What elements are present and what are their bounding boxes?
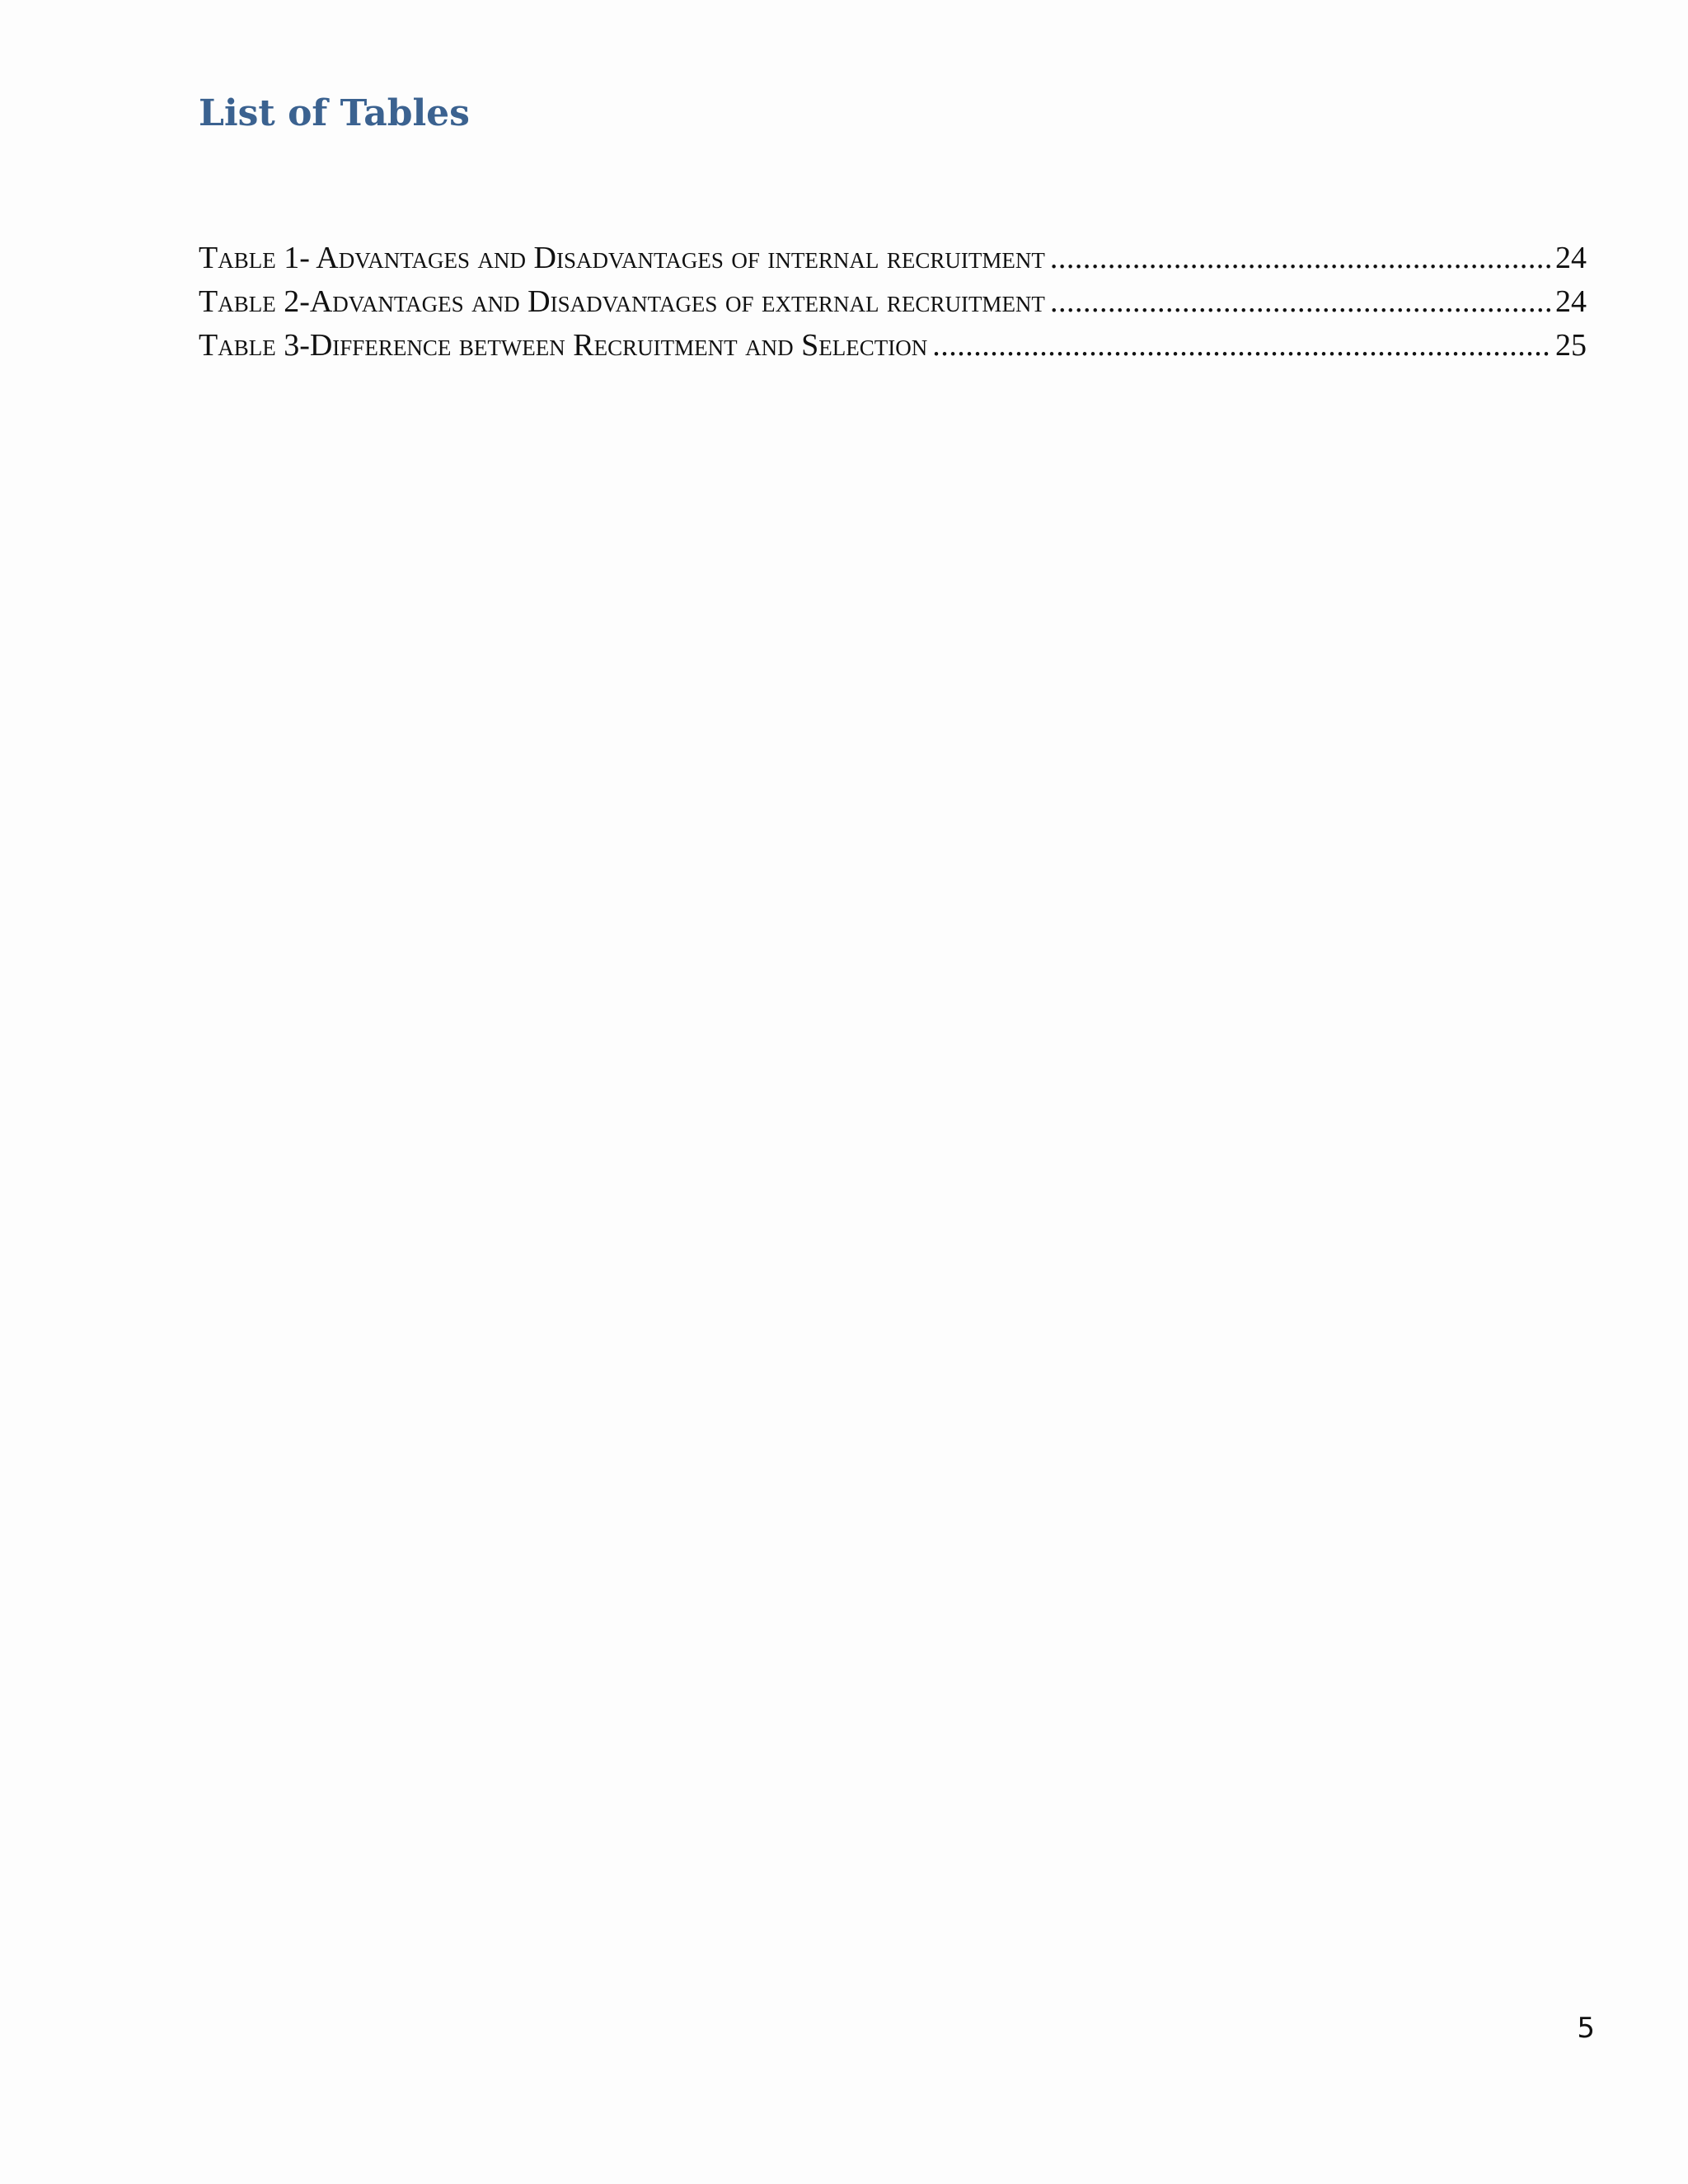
page-title: List of Tables <box>199 92 470 134</box>
toc-entry-label: Table 2-Advantages and Disadvantages of external recruitment <box>199 284 1045 319</box>
toc-entry-page-number: 24 <box>1555 241 1587 275</box>
toc-entry-label: Table 1- Advantages and Disadvantages of internal recruitment <box>199 241 1045 275</box>
toc-entry-label: Table 3-Difference between Recruitment and Selection <box>199 328 928 363</box>
dot-leader <box>932 324 1552 368</box>
toc-entry-table-1[interactable] <box>199 237 1587 280</box>
list-of-tables <box>199 237 1587 368</box>
toc-entry-table-2[interactable] <box>199 280 1587 324</box>
toc-entry-page-number: 25 <box>1555 328 1587 363</box>
dot-leader <box>1050 280 1552 324</box>
toc-entry-table-3[interactable] <box>199 324 1587 368</box>
page-number: 5 <box>1577 2012 1595 2045</box>
toc-entry-page-number: 24 <box>1555 284 1587 319</box>
dot-leader <box>1050 237 1552 280</box>
